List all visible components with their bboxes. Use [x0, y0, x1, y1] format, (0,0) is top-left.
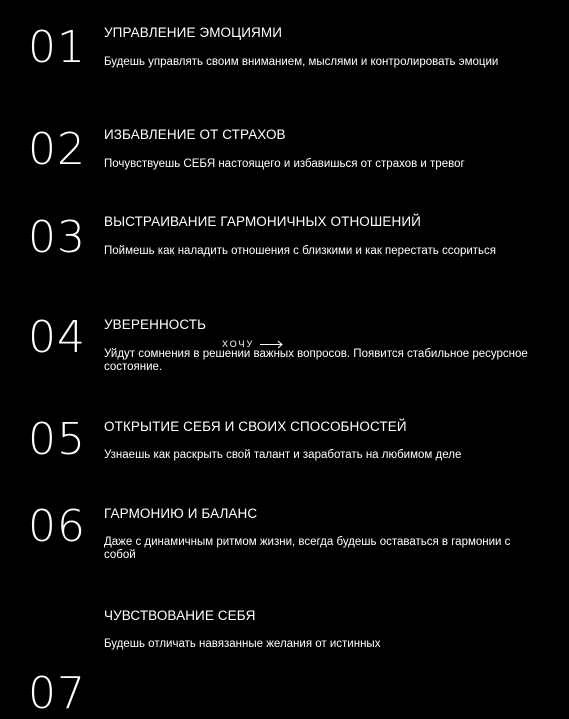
item-title-01: УПРАВЛЕНИЕ ЭМОЦИЯМИ [104, 25, 283, 40]
item-desc-05: Узнаешь как раскрыть свой талант и заработать на любимом деле [104, 449, 462, 461]
item-title-07: ЧУВСТВОВАНИЕ СЕБЯ [104, 608, 256, 623]
item-title-03: ВЫСТРАИВАНИЕ ГАРМОНИЧНЫХ ОТНОШЕНИЙ [104, 214, 421, 229]
item-title-02: ИЗБАВЛЕНИЕ ОТ СТРАХОВ [104, 127, 286, 142]
item-desc-06: Даже с динамичным ритмом жизни, всегда будешь оставаться в гармонии с собой [104, 536, 511, 561]
item-desc-01: Будешь управлять своим вниманием, мыслями и контролировать эмоции [104, 56, 499, 68]
item-number-05: 05 [28, 414, 86, 465]
want-button[interactable] [222, 339, 284, 349]
arrow-right-icon [260, 340, 284, 349]
item-desc-07: Будешь отличать навязанные желания от истинных [104, 638, 381, 650]
item-number-04: 04 [28, 312, 86, 363]
item-number-06: 06 [28, 501, 86, 552]
want-button-label: ХОЧУ [222, 339, 255, 349]
item-number-01: 01 [28, 22, 86, 73]
item-number-02: 02 [28, 124, 86, 175]
item-desc-03: Поймешь как наладить отношения с близкими и как перестать ссориться [104, 245, 497, 257]
item-title-05: ОТКРЫТИЕ СЕБЯ И СВОИХ СПОСОБНОСТЕЙ [104, 419, 407, 434]
item-number-07: 07 [28, 668, 86, 719]
item-desc-02: Почувствуешь СЕБЯ настоящего и избавишься от страхов и тревог [104, 158, 465, 170]
item-title-06: ГАРМОНИЮ И БАЛАНС [104, 506, 258, 521]
item-number-03: 03 [28, 212, 86, 263]
item-title-04: УВЕРЕННОСТЬ [104, 317, 207, 332]
item-desc-04: Уйдут сомнения в решении важных вопросов. Появится стабильное ресурсное состояние. [104, 348, 528, 373]
